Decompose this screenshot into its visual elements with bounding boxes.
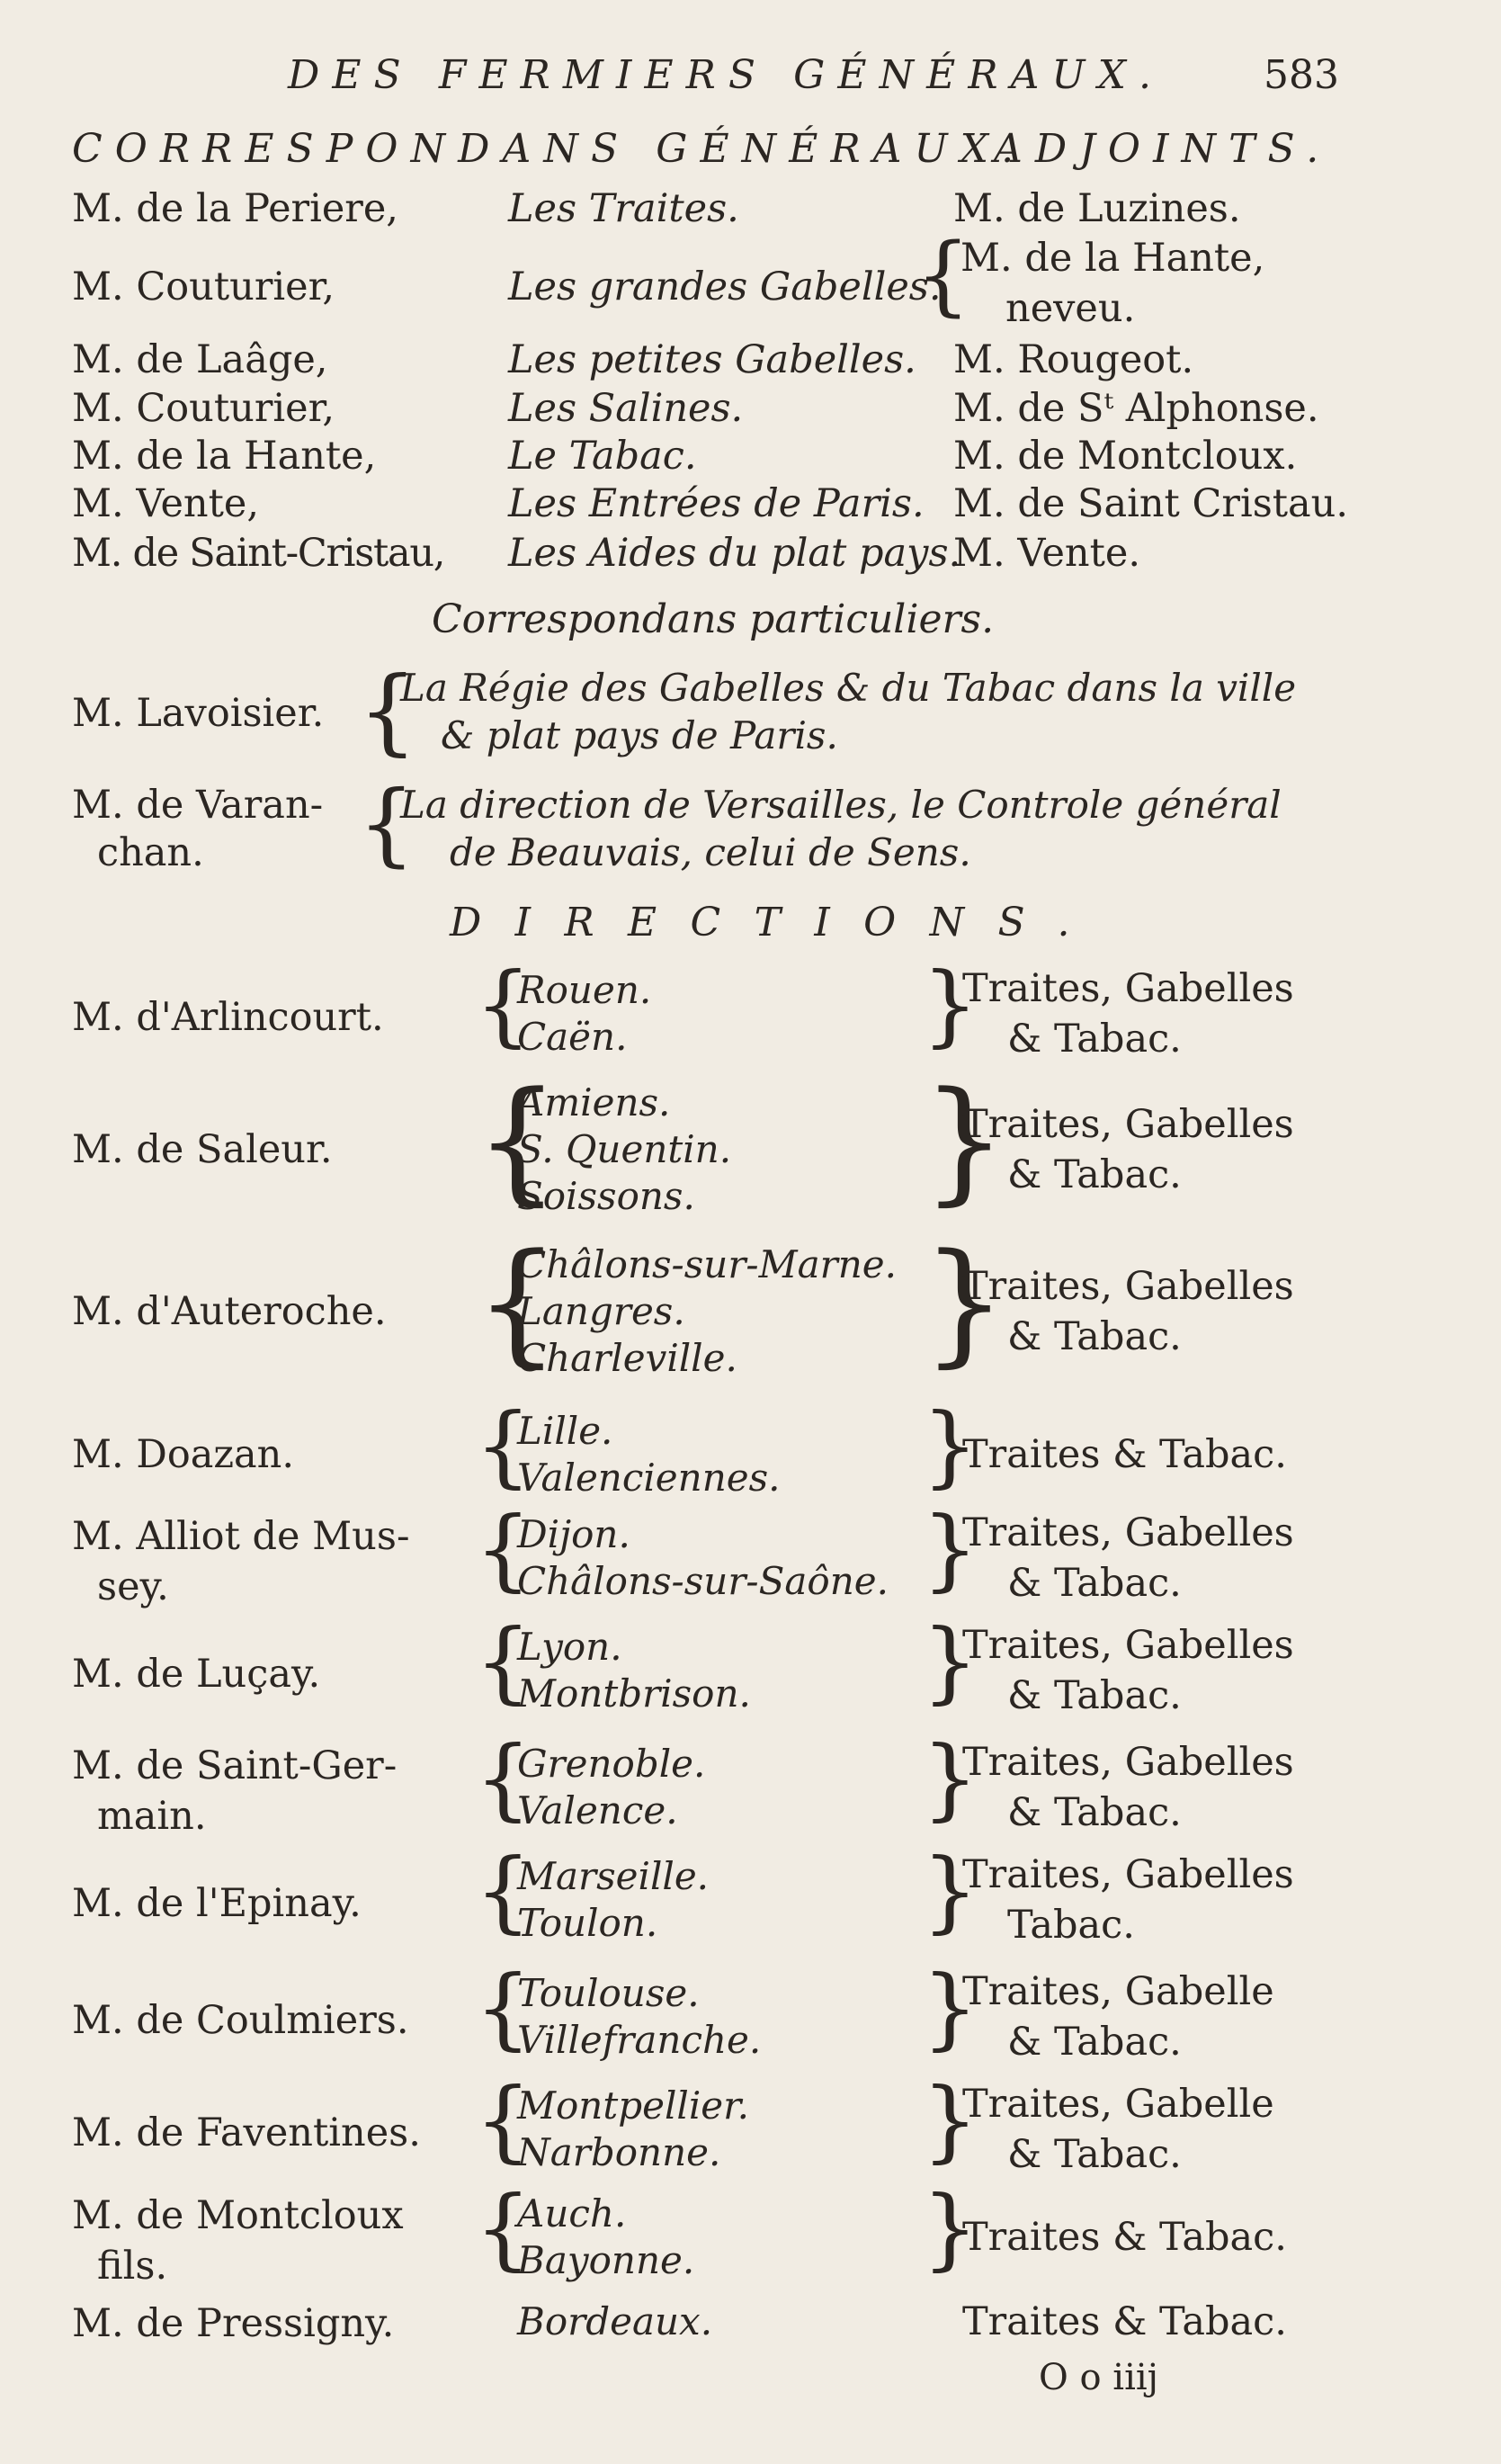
direction-farm-line: Tabac. — [1007, 1903, 1135, 1948]
direction-farm-line: Traites, Gabelle — [962, 1969, 1274, 2014]
correspondent-name: M. Couturier, — [72, 386, 335, 431]
curly-brace: } — [922, 2069, 978, 2173]
director-name — [72, 1878, 362, 1929]
director-name-line: M. de Faventines. — [72, 2110, 421, 2155]
curly-brace: { — [475, 1957, 532, 2060]
director-name-line: main. — [97, 1794, 207, 1839]
direction-places — [517, 1970, 761, 2064]
direction-farm-line: Traites, Gabelles — [962, 1740, 1294, 1785]
direction-city: Rouen. — [517, 968, 652, 1012]
director-name — [72, 1741, 397, 1841]
director-name-line: M. de Coulmiers. — [72, 1998, 409, 2043]
correspondent-department: Les grandes Gabelles. — [508, 264, 942, 309]
direction-city: Châlons-sur-Saône. — [517, 1559, 889, 1603]
curly-brace: { — [475, 1840, 532, 1943]
direction-farm-line: Traites, Gabelles — [962, 1102, 1294, 1147]
curly-brace: } — [922, 1840, 978, 1943]
director-name-line: fils. — [97, 2244, 168, 2289]
direction-places — [517, 967, 651, 1061]
direction-places — [517, 1408, 781, 1501]
direction-city: Valenciennes. — [517, 1456, 781, 1500]
direction-places — [517, 1080, 731, 1220]
direction-city: Marseille. — [517, 1854, 710, 1898]
direction-farms — [962, 1099, 1294, 1200]
direction-farms — [962, 1967, 1274, 2067]
correspondent-department: Les petites Gabelles. — [508, 337, 916, 382]
correspondent-adjoint: M. de la Hante, — [960, 236, 1265, 281]
particular-line: de Beauvais, celui de Sens. — [450, 830, 971, 874]
direction-farm-line: & Tabac. — [1007, 1314, 1182, 1359]
catchword: O o iiij — [1039, 2357, 1159, 2398]
direction-city: Caën. — [517, 1015, 628, 1059]
curly-brace: { — [475, 1610, 532, 1714]
direction-farm-line: & Tabac. — [1007, 2132, 1182, 2177]
director-name-line: M. de Saleur. — [72, 1127, 333, 1172]
direction-city: Bayonne. — [517, 2238, 695, 2282]
direction-places — [517, 2298, 712, 2345]
director-name — [72, 1649, 320, 1699]
director-name-line: sey. — [97, 1564, 169, 1609]
director-name-line: M. de Pressigny. — [72, 2301, 395, 2346]
director-name-line: M. de Luçay. — [72, 1652, 321, 1697]
direction-farm-line: Traites, Gabelles — [962, 1510, 1294, 1555]
direction-city: Soissons. — [517, 1174, 695, 1218]
direction-places — [517, 1241, 897, 1382]
curly-brace: { — [358, 771, 415, 876]
correspondent-department: Le Tabac. — [508, 434, 697, 479]
curly-brace: } — [922, 1224, 1007, 1380]
particular-heading: Correspondans particuliers. — [432, 596, 995, 642]
direction-farm-line: & Tabac. — [1007, 2020, 1182, 2065]
direction-farm-line: & Tabac. — [1007, 1561, 1182, 1606]
director-name — [72, 2108, 421, 2158]
curly-brace: } — [922, 1610, 978, 1714]
direction-city: Narbonne. — [517, 2130, 721, 2174]
correspondent-adjoint: M. Rougeot. — [953, 337, 1194, 382]
direction-city: Villefranche. — [517, 2018, 762, 2062]
correspondent-name: M. de la Hante, — [72, 434, 377, 479]
direction-city: Bordeaux. — [517, 2299, 713, 2343]
correspondent-department: Les Entrées de Paris. — [508, 481, 925, 526]
correspondent-name: M. Vente, — [72, 481, 260, 526]
direction-farms — [962, 1508, 1294, 1608]
curly-brace: { — [475, 1394, 532, 1498]
page-number: 583 — [1264, 52, 1339, 98]
director-name — [72, 1995, 409, 2046]
direction-farms — [962, 1261, 1294, 1362]
curly-brace: } — [922, 1394, 978, 1498]
director-name — [72, 2191, 404, 2291]
correspondent-name: M. Couturier, — [72, 264, 335, 309]
correspondent-adjoint: M. de Sᵗ Alphonse. — [953, 386, 1319, 431]
correspondent-department: Les Salines. — [508, 386, 744, 431]
direction-city: S. Quentin. — [517, 1127, 732, 1171]
direction-farms — [962, 1737, 1294, 1838]
curly-brace: { — [475, 1727, 532, 1831]
direction-farms — [962, 2079, 1274, 2180]
direction-farm-line: Traites & Tabac. — [962, 1432, 1287, 1477]
direction-places — [517, 1624, 751, 1717]
direction-city: Montpellier. — [517, 2083, 749, 2128]
direction-city: Langres. — [517, 1289, 685, 1333]
curly-brace: { — [358, 656, 418, 766]
director-name-line: M. d'Arlincourt. — [72, 995, 384, 1040]
director-name — [72, 1429, 294, 1480]
direction-places — [517, 2083, 749, 2176]
running-title: DES FERMIERS GÉNÉRAUX. — [288, 52, 1165, 98]
director-name-line: M. de l'Epinay. — [72, 1881, 362, 1926]
director-name-line: M. de Montcloux — [72, 2193, 404, 2238]
correspondent-adjoint: M. de Saint Cristau. — [953, 481, 1349, 526]
direction-farm-line: Traites & Tabac. — [962, 2299, 1287, 2344]
direction-farm-line: Traites, Gabelles — [962, 1852, 1294, 1897]
director-name-line: M. de Saint-Ger- — [72, 1743, 398, 1788]
correspondent-name: M. de Laâge, — [72, 337, 328, 382]
curly-brace: { — [475, 954, 532, 1057]
direction-farms — [962, 963, 1294, 1064]
director-name — [72, 1124, 333, 1175]
particular-line: La Régie des Gabelles & du Tabac dans la ville — [400, 666, 1297, 710]
director-name — [72, 1286, 387, 1337]
curly-brace: { — [475, 2069, 532, 2173]
director-name-line: M. Doazan. — [72, 1432, 295, 1477]
direction-city: Amiens. — [517, 1080, 671, 1124]
curly-brace: { — [475, 1224, 560, 1380]
direction-city: Valence. — [517, 1788, 678, 1832]
direction-farms — [962, 2212, 1287, 2262]
curly-brace: { — [916, 225, 971, 326]
directions-heading: DIRECTIONS. — [450, 900, 1103, 945]
curly-brace: { — [475, 1498, 532, 1601]
curly-brace: } — [922, 954, 978, 1057]
direction-city: Dijon. — [517, 1512, 630, 1556]
direction-city: Châlons-sur-Marne. — [517, 1242, 897, 1286]
curly-brace: } — [922, 1062, 1007, 1218]
direction-farm-line: Traites & Tabac. — [962, 2215, 1287, 2260]
direction-farm-line: Traites, Gabelle — [962, 2082, 1274, 2127]
direction-farms — [962, 1429, 1287, 1480]
direction-places — [517, 1741, 705, 1834]
director-name-line: M. Alliot de Mus- — [72, 1514, 410, 1559]
section-heading-correspondents: CORRESPONDANS GÉNÉRAUX. — [72, 126, 1027, 172]
direction-farms — [962, 1620, 1294, 1721]
direction-farms — [962, 2297, 1287, 2347]
correspondent-name: M. de la Periere, — [72, 186, 398, 231]
correspondent-adjoint: M. Vente. — [953, 531, 1141, 576]
direction-farm-line: & Tabac. — [1007, 1152, 1182, 1197]
direction-city: Lyon. — [517, 1625, 622, 1669]
correspondent-department: Les Traites. — [508, 186, 739, 231]
direction-farm-line: & Tabac. — [1007, 1790, 1182, 1835]
direction-places — [517, 2191, 694, 2284]
direction-farm-line: & Tabac. — [1007, 1017, 1182, 1062]
correspondent-department: Les Aides du plat pays. — [508, 531, 961, 576]
direction-farm-line: Traites, Gabelles — [962, 1623, 1294, 1668]
direction-farm-line: & Tabac. — [1007, 1673, 1182, 1718]
correspondent-adjoint: M. de Luzines. — [953, 186, 1241, 231]
director-name — [72, 992, 384, 1043]
particular-name: M. de Varan- — [72, 783, 324, 828]
curly-brace: } — [922, 2177, 978, 2280]
curly-brace: { — [475, 1062, 560, 1218]
direction-city: Charleville. — [517, 1336, 737, 1380]
director-name — [72, 1511, 409, 1612]
correspondent-adjoint-line2: neveu. — [1005, 286, 1136, 331]
particular-name: M. Lavoisier. — [72, 691, 325, 736]
director-name-line: M. d'Auteroche. — [72, 1289, 387, 1334]
curly-brace: } — [922, 1498, 978, 1601]
correspondent-name: M. de Saint-Cristau, — [72, 531, 445, 576]
direction-city: Auch. — [517, 2191, 627, 2236]
direction-farms — [962, 1850, 1294, 1950]
curly-brace: { — [475, 2177, 532, 2280]
direction-places — [517, 1511, 889, 1605]
section-heading-adjoints: ADJOINTS. — [994, 126, 1332, 172]
direction-city: Toulon. — [517, 1901, 658, 1945]
particular-line: La direction de Versailles, le Controle général — [400, 783, 1282, 827]
curly-brace: } — [922, 1727, 978, 1831]
direction-city: Lille. — [517, 1409, 613, 1453]
direction-places — [517, 1853, 709, 1947]
direction-farm-line: Traites, Gabelles — [962, 966, 1294, 1011]
particular-name-continued: chan. — [97, 830, 204, 875]
correspondent-adjoint: M. de Montcloux. — [953, 434, 1298, 479]
direction-city: Toulouse. — [517, 1971, 700, 2015]
direction-city: Montbrison. — [517, 1671, 751, 1716]
curly-brace: } — [922, 1957, 978, 2060]
director-name — [72, 2298, 394, 2349]
particular-line: & plat pays de Paris. — [441, 713, 838, 757]
direction-farm-line: Traites, Gabelles — [962, 1264, 1294, 1309]
direction-city: Grenoble. — [517, 1742, 706, 1786]
